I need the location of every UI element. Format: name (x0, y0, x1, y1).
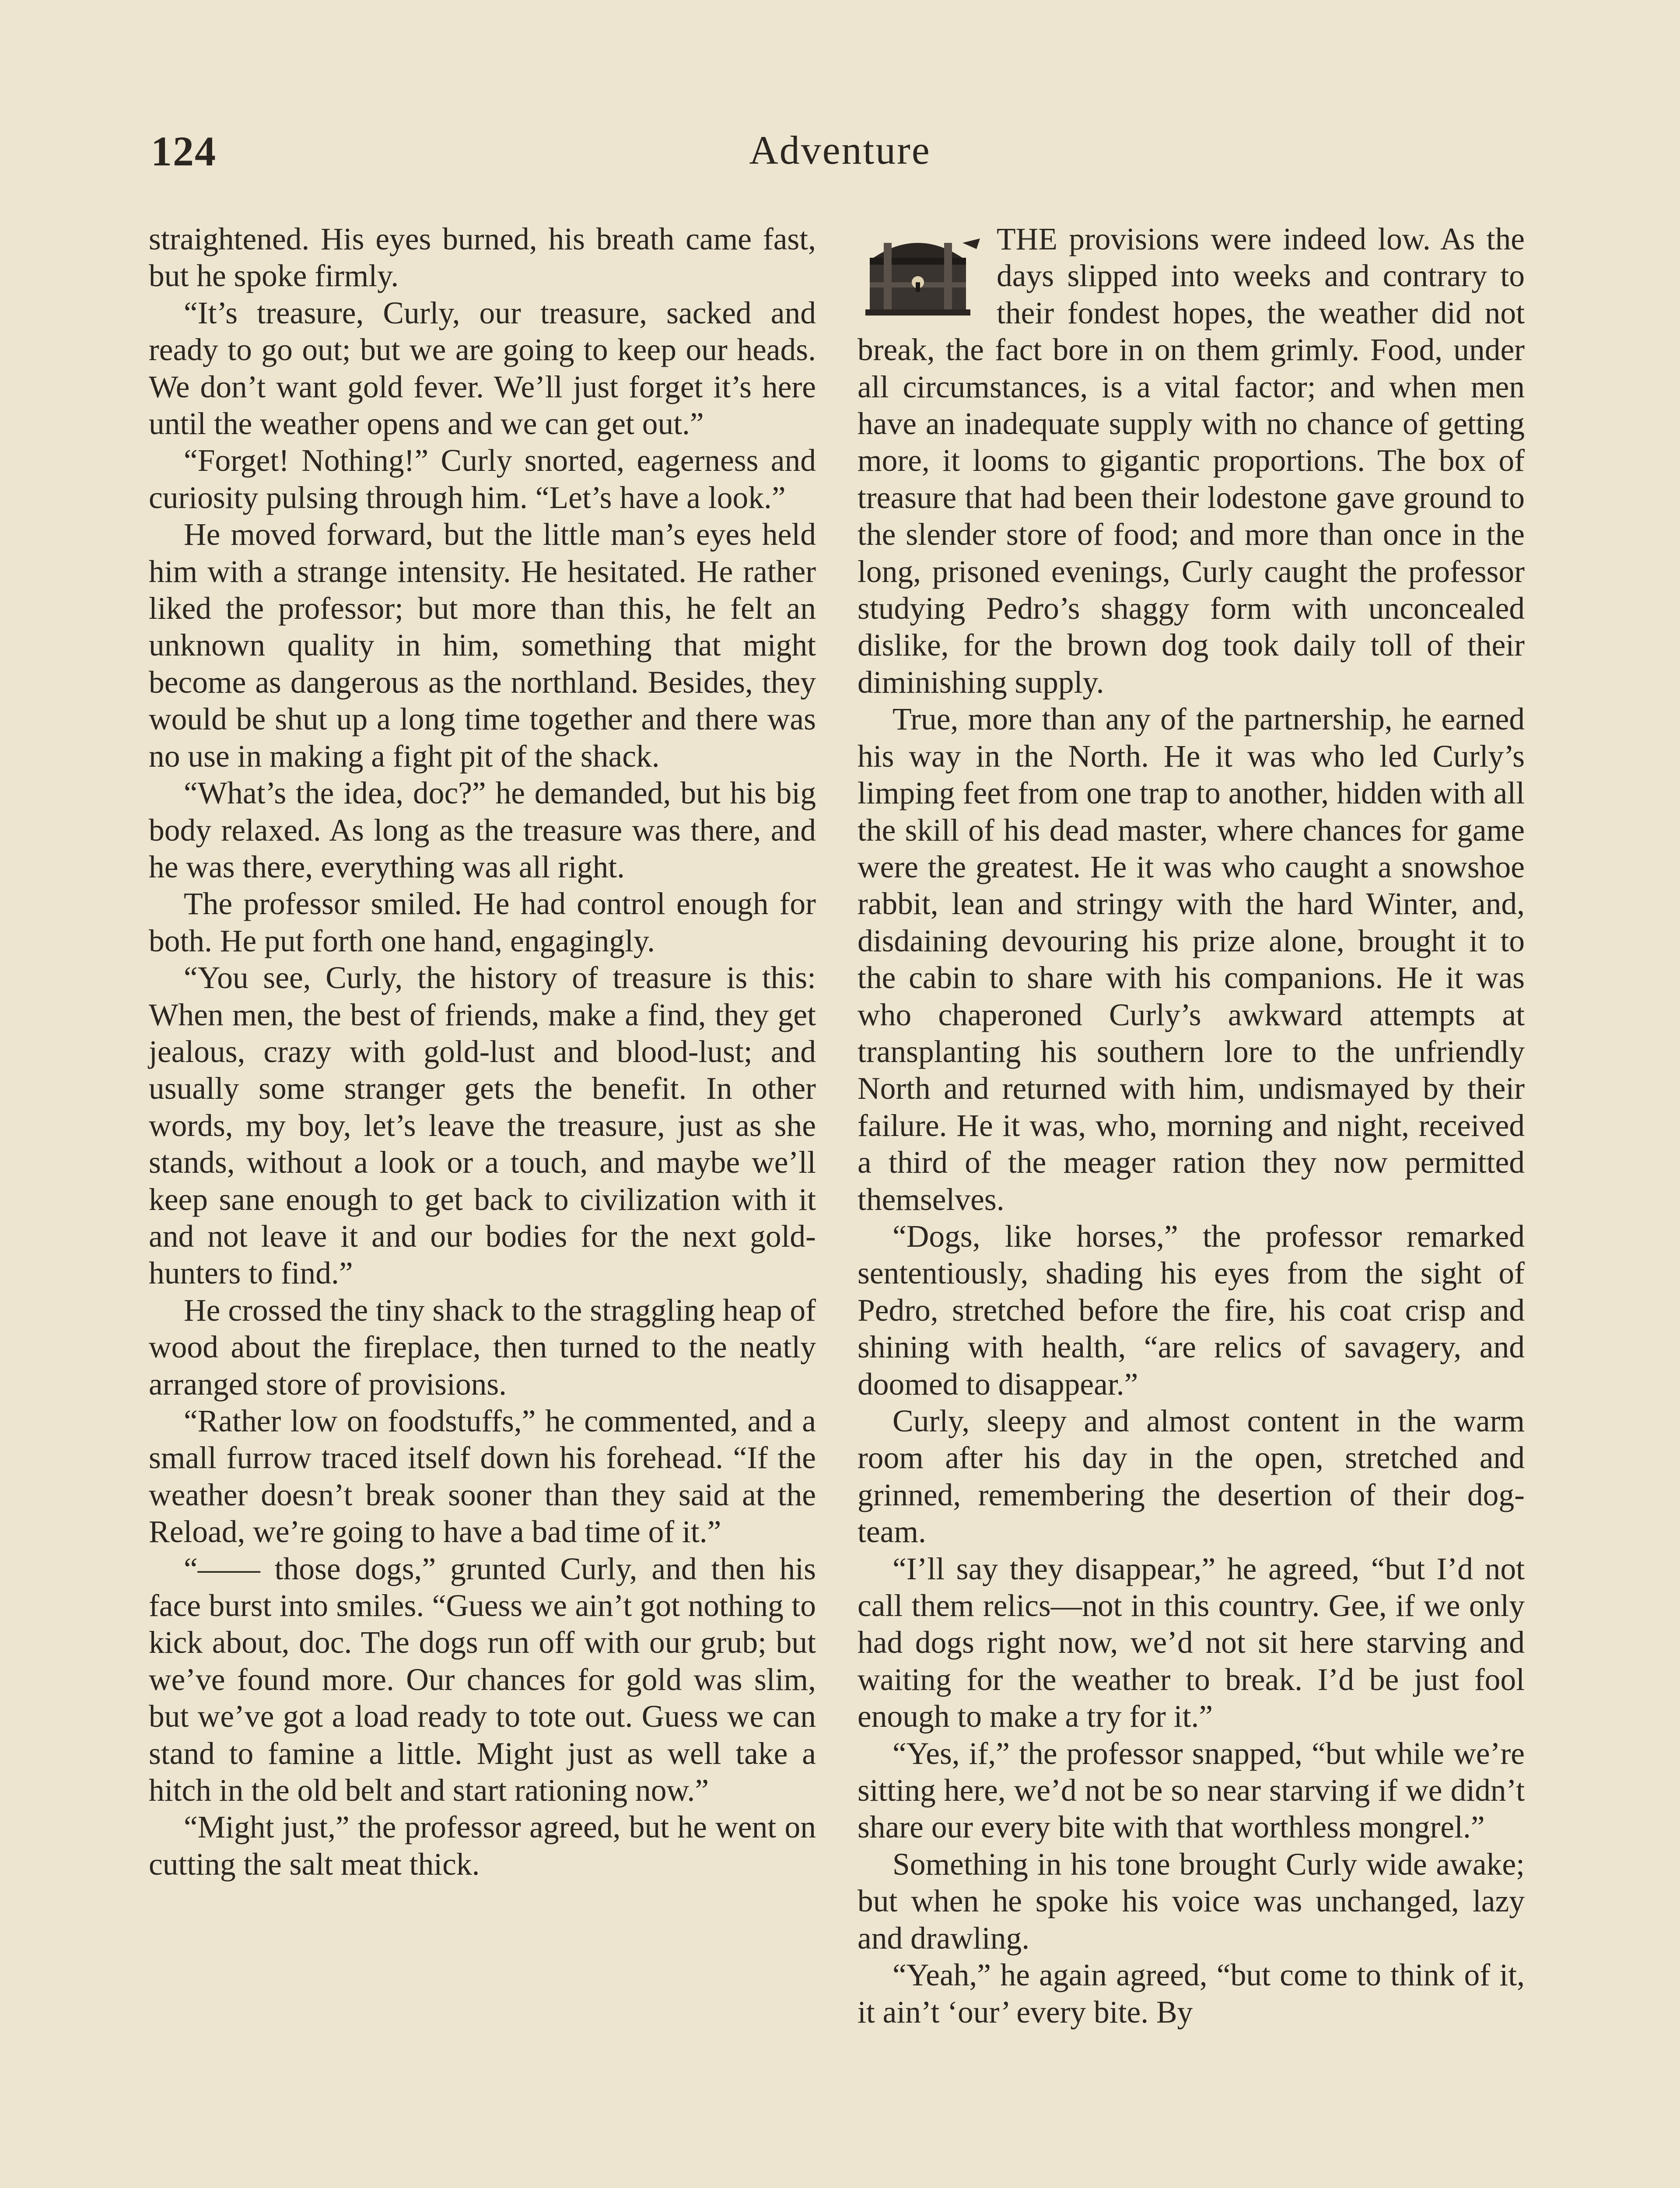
paragraph: He crossed the tiny shack to the straggling heap of wood about the fireplace, then turned to the neatly arranged store of provisions. (149, 1293, 816, 1402)
paragraph: He moved forward, but the little man’s eyes held him with a strange intensity. He hesitated. He rather liked the professor; but more than this, he felt an unknown quality in him, something that might become as dangerous as the northland. Besides, they would be shut up a long time together and there was no use in making a fight pit of the shack. (149, 517, 816, 774)
left-column (149, 221, 816, 1883)
treasure-chest-icon (853, 217, 984, 326)
paragraph: “What’s the idea, doc?” he demanded, but his big body relaxed. As long as the treasure was there, and he was there, everything was all right. (149, 776, 816, 884)
paragraph: “Yes, if,” the professor snapped, “but while we’re sitting here, we’d not be so near starving if we didn’t share our every bite with that worthless mongrel.” (858, 1736, 1525, 1845)
paragraph: The professor smiled. He had control enough for both. He put forth one hand, engagingly. (149, 887, 816, 958)
paragraph: Something in his tone brought Curly wide awake; but when he spoke his voice was unchanged, lazy and drawling. (858, 1847, 1525, 1956)
paragraph: “Forget! Nothing!” Curly snorted, eagerness and curiosity pulsing through him. “Let’s have a look.” (149, 443, 816, 515)
paragraph: THE provisions were indeed low. As the days slipped into weeks and contrary to their fondest hopes, the weather did not break, the fact bore in on them grimly. Food, under all circumstances, is a vital factor; and when men have an inadequate supply with no chance of getting more, it looms to gigantic proportions. The box of treasure that had been their lodestone gave ground to the slender store of food; and more than once in the long, prisoned evenings, Curly caught the professor studying Pedro’s shaggy form with unconcealed dislike, for the brown dog took daily toll of their diminishing supply. (858, 222, 1525, 700)
paragraph: “You see, Curly, the history of treasure is this: When men, the best of friends, make a find, they get jealous, crazy with gold-lust and blood-lust; and usually some stranger gets the benefit. In other words, my boy, let’s leave the treasure, just as she stands, without a look or a touch, and maybe we’ll keep sane enough to get back to civilization with it and not leave it and our bodies for the next gold-hunters to find.” (149, 961, 816, 1291)
paragraph: “I’ll say they disappear,” he agreed, “but I’d not call them relics—not in this country. Gee, if we only had dogs right now, we’d not sit here starving and waiting for the weather to break. I’d be just fool enough to make a try for it.” (858, 1551, 1525, 1734)
paragraph: “Dogs, like horses,” the professor remarked sententiously, shading his eyes from the sight of Pedro, stretched before the fire, his coat crisp and shining with health, “are relics of savagery, and doomed to disappear.” (858, 1219, 1525, 1402)
paragraph: “Yeah,” he again agreed, “but come to think of it, it ain’t ‘our’ every bite. By (858, 1958, 1525, 2030)
running-head-title: Adventure (749, 128, 931, 172)
paragraph: straightened. His eyes burned, his breath came fast, but he spoke firmly. (149, 222, 816, 294)
paragraph: “—— those dogs,” grunted Curly, and then his face burst into smiles. “Guess we ain’t got nothing to kick about, doc. The dogs run off with our grub; but we’ve found more. Our chances for gold was slim, but we’ve got a load ready to tote out. Guess we can stand to famine a little. Might just as well take a hitch in the old belt and start rationing now.” (149, 1551, 816, 1808)
page-number: 124 (151, 128, 217, 175)
paragraph: Curly, sleepy and almost content in the warm room after his day in the open, stretched and grinned, remembering the desertion of their dog-team. (858, 1404, 1525, 1550)
paragraph: “Might just,” the professor agreed, but he went on cutting the salt meat thick. (149, 1810, 816, 1882)
paragraph: “Rather low on foodstuffs,” he commented, and a small furrow traced itself down his forehead. “If the weather doesn’t break sooner than they said at the Reload, we’re going to have a bad time of it.” (149, 1404, 816, 1550)
paragraph: “It’s treasure, Curly, our treasure, sacked and ready to go out; but we are going to keep our heads. We don’t want gold fever. We’ll just forget it’s here until the weather opens and we can get out.” (149, 295, 816, 442)
paragraph: True, more than any of the partnership, he earned his way in the North. He it was who led Curly’s limping feet from one trap to another, hidden with all the skill of his dead master, where chances for game were the greatest. He it was who caught a snowshoe rabbit, lean and stringy with the hard Winter, and, disdaining devouring his prize alone, brought it to the cabin to share with his companions. He it was who chaperoned Curly’s awkward attempts at transplanting his southern lore to the unfriendly North and returned with him, undismayed by their failure. He it was, who, morning and night, received a third of the meager ration they now permitted themselves. (858, 702, 1525, 1217)
right-column (858, 221, 1525, 2031)
